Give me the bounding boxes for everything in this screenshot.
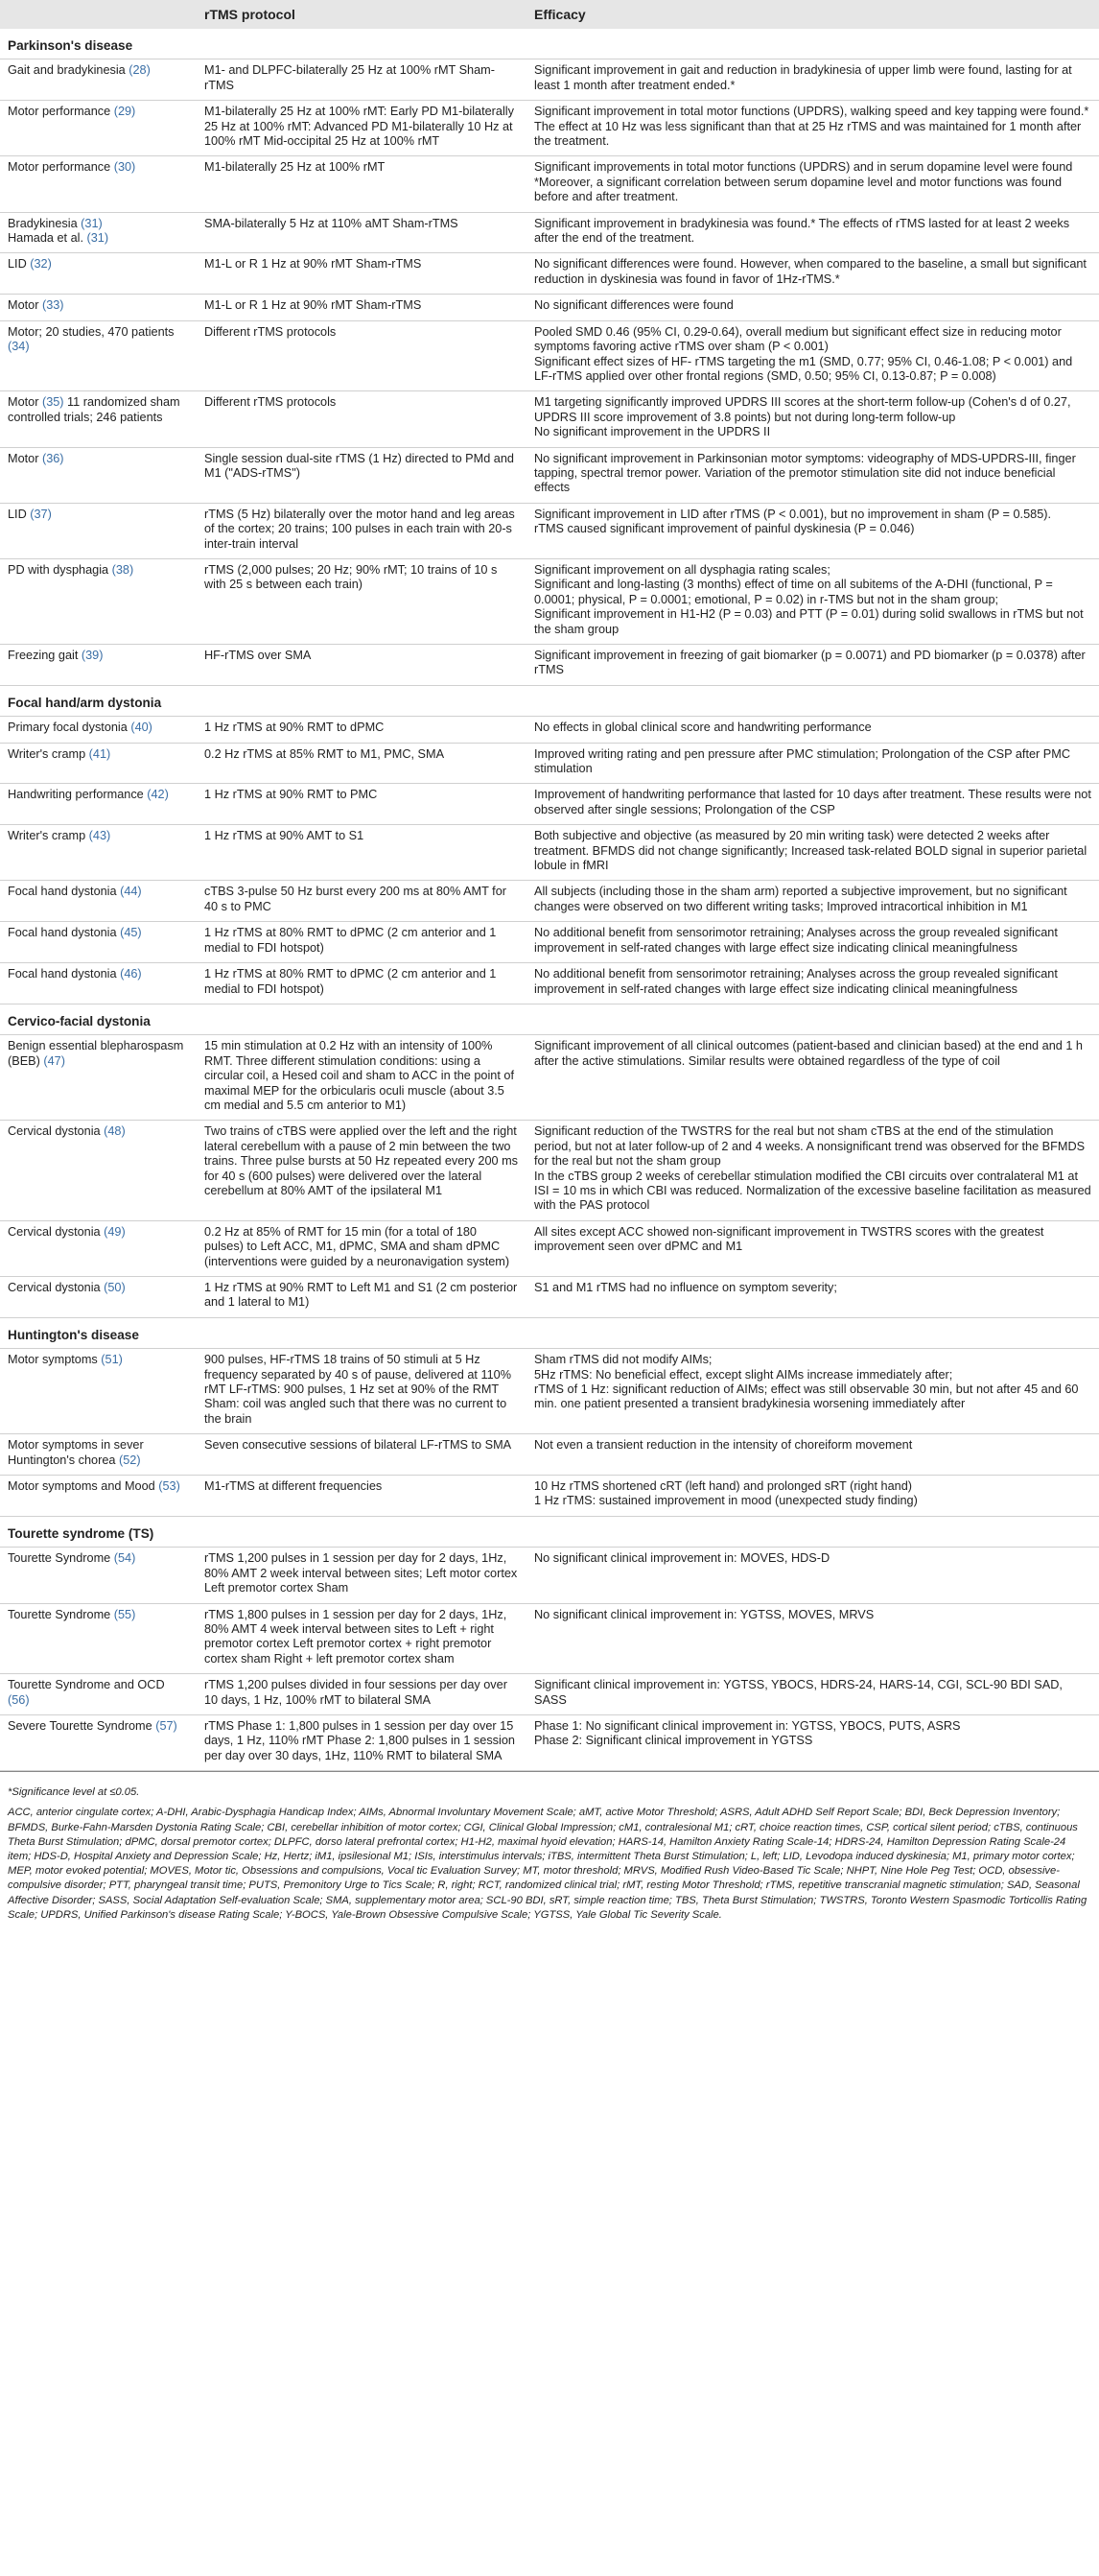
section-title: Cervico-facial dystonia (0, 1004, 1099, 1034)
protocol-cell: 1 Hz rTMS at 80% RMT to dPMC (2 cm anterior and 1 medial to FDI hotspot) (197, 922, 526, 963)
abbreviations-list: ACC, anterior cingulate cortex; A-DHI, Arabic-Dysphagia Handicap Index; AIMs, Abnormal Involuntary Movement Scale; aMT, active Motor Threshold; ASRS, Adult ADHD Self Report Scale; BDI, Beck Depression Inventory; BFMDS, Burke-Fahn-Marsden Dystonia Rating Scale; CBI, cerebellar inhibition of motor cortex; CGI, Clinical Global Impression; cM1, contralesional M1; cRT, choice reaction times, CSP, cortical silent period; cTBS, continuous Theta Burst Stimulation; dPMC, dorsal premotor cortex; DLPFC, dorso lateral prefrontal cortex; H1-H2, maximal hyoid elevation; HARS-14, Hamilton Anxiety Rating Scale-14; HDRS-24, Hamilton Depression Rating Scale-24 item; HDS-D, Hospital Anxiety and Depression Scale; Hz, Hertz; iM1, ipsilesional M1; ISIs, interstimulus intervals; iTBS, intermittent Theta Burst Stimulation; L, left; LID, Levodopa induced dyskinesia; M1, primary motor cortex; MEP, motor evoked potential; MOVES, Motor tic, Obsessions and compulsions, Vocal tic Evaluation Survey; MT, motor threshold; MRVS, Modified Rush Video-Based Tic Scale; NHPT, Nine Hole Peg Test; OCD, obsessive-compulsive disorder; PTT, pharyngeal transit time; PUTS, Premonitory Urge to Tics Scale; R, right; RCT, randomized clinical trial; rMT, resting Motor Threshold; rTMS, repetitive transcranial magnetic stimulation; SAD, Seasonal Affective Disorder; SASS, Social Adaptation Self-evaluation Scale; SMA, supplementary motor area; SCL-90 BDI, sRT, simple reaction time; TBS, Theta Burst Stimulation; TWSTRS, Toronto Western Spasmodic Torticollis Rating Scale; UPDRS, Unified Parkinson's disease Rating Scale; Y-BOCS, Yale-Brown Obsessive Compulsive Scale; YGTSS, Yale Global Tic Severity Scale. (8, 1807, 1087, 1921)
condition-cell (0, 1121, 197, 1220)
table-row (0, 645, 1099, 686)
condition-cell (0, 59, 197, 101)
header-efficacy: Efficacy (526, 0, 1099, 29)
reference-link[interactable]: (35) (41, 395, 64, 410)
table-row (0, 1548, 1099, 1603)
protocol-cell: HF-rTMS over SMA (197, 645, 526, 686)
efficacy-cell: No significant differences were found. However, when compared to the baseline, a small but significant reduction in dyskinesia was found in favor of 1Hz-rTMS.* (526, 253, 1099, 295)
reference-link[interactable]: (39) (81, 649, 104, 662)
reference-link[interactable]: (30) (113, 160, 136, 175)
reference-link[interactable]: (40) (130, 721, 152, 735)
condition-text: Freezing gait (8, 649, 79, 662)
protocol-cell: Seven consecutive sessions of bilateral LF-rTMS to SMA (197, 1434, 526, 1476)
condition-text: LID (8, 507, 27, 521)
condition-cell (0, 1603, 197, 1674)
condition-cell (0, 391, 197, 447)
table-row (0, 1476, 1099, 1517)
efficacy-cell: Improved writing rating and pen pressure after PMC stimulation; Prolongation of the CSP after PMC stimulation (526, 743, 1099, 784)
section-title: Tourette syndrome (TS) (0, 1516, 1099, 1547)
section-header-row (0, 29, 1099, 59)
protocol-cell: M1-L or R 1 Hz at 90% rMT Sham-rTMS (197, 253, 526, 295)
protocol-cell: Different rTMS protocols (197, 391, 526, 447)
condition-text: Focal hand dystonia (8, 967, 117, 981)
condition-cell (0, 503, 197, 558)
table-row (0, 825, 1099, 881)
protocol-cell: rTMS (2,000 pulses; 20 Hz; 90% rMT; 10 trains of 10 s with 25 s between each train) (197, 558, 526, 644)
condition-text: LID (8, 257, 27, 272)
reference-link[interactable]: (31) (86, 231, 109, 246)
section-header-row (0, 1516, 1099, 1547)
condition-cell (0, 253, 197, 295)
section-header-row (0, 1317, 1099, 1348)
reference-link[interactable]: (43) (88, 829, 111, 843)
table-row (0, 391, 1099, 447)
condition-cell (0, 825, 197, 881)
table-row (0, 1121, 1099, 1220)
condition-text: Tourette Syndrome (8, 1551, 111, 1566)
table-header-row (0, 0, 1099, 29)
efficacy-cell: Pooled SMD 0.46 (95% CI, 0.29-0.64), overall medium but significant effect size in reducing motor symptoms favoring active rTMS over sham (P < 0.001) Significant effect sizes of HF- rTMS targeting the m1 (SMD, 0.77; 95% CI, 0.46-1.08; P < 0.001) and LF-rTMS applied over other frontal regions (SMD, 0.50; 95% CI, 0.13-0.87; P = 0.008) (526, 320, 1099, 391)
condition-text: Motor symptoms in sever Huntington's chorea (8, 1438, 144, 1467)
condition-text: Motor symptoms (8, 1353, 98, 1367)
efficacy-cell: Significant improvement in total motor functions (UPDRS), walking speed and key tapping were found.* The effect at 10 Hz was less significant than that at 25 Hz rTMS and was maintained for 1 month after the treatment. (526, 101, 1099, 156)
reference-link[interactable]: (50) (104, 1281, 126, 1294)
reference-link[interactable]: (45) (120, 926, 142, 940)
condition-text: Severe Tourette Syndrome (8, 1718, 152, 1733)
condition-text: Motor; 20 studies, 470 patients (8, 324, 175, 339)
efficacy-cell: No significant differences were found (526, 295, 1099, 320)
protocol-cell: M1-L or R 1 Hz at 90% rMT Sham-rTMS (197, 295, 526, 320)
efficacy-cell: Significant improvement in gait and reduction in bradykinesia of upper limb were found, lasting for at least 1 month after treatment ended.* (526, 59, 1099, 101)
section-title: Parkinson's disease (0, 29, 1099, 59)
significance-footnote: *Significance level at ≤0.05. (8, 1786, 140, 1799)
table-row (0, 1349, 1099, 1434)
reference-link[interactable]: (34) (8, 340, 30, 354)
condition-cell (0, 1220, 197, 1276)
reference-link[interactable]: (42) (147, 788, 169, 802)
protocol-cell: rTMS 1,200 pulses divided in four sessions per day over 10 days, 1 Hz, 100% rMT to bilateral SMA (197, 1674, 526, 1715)
condition-cell (0, 101, 197, 156)
protocol-cell: rTMS (5 Hz) bilaterally over the motor hand and leg areas of the cortex; 20 trains; 100 pulses in each train with 20-s inter-train interval (197, 503, 526, 558)
condition-text: Motor performance (8, 160, 111, 175)
efficacy-cell: Not even a transient reduction in the intensity of choreiform movement (526, 1434, 1099, 1476)
condition-text: Tourette Syndrome (8, 1607, 111, 1621)
reference-link[interactable]: (29) (113, 105, 136, 119)
condition-cell (0, 645, 197, 686)
reference-link[interactable]: (36) (41, 451, 64, 465)
condition-cell (0, 1434, 197, 1476)
reference-link[interactable]: (57) (155, 1718, 177, 1733)
condition-text: Motor symptoms and Mood (8, 1479, 155, 1494)
protocol-cell: 1 Hz rTMS at 90% RMT to Left M1 and S1 (2 cm posterior and 1 lateral to M1) (197, 1277, 526, 1318)
condition-cell (0, 558, 197, 644)
table-row (0, 503, 1099, 558)
table-row (0, 253, 1099, 295)
table-row (0, 1035, 1099, 1121)
protocol-cell: Two trains of cTBS were applied over the left and the right lateral cerebellum with a pause of 2 min between the two trains. Three pulse bursts at 50 Hz repeated every 200 ms for 40 s (600 pulses) were delivered over the lateral cerebellum at 80% AMT of the ipsilateral M1 (197, 1121, 526, 1220)
protocol-cell: rTMS 1,800 pulses in 1 session per day for 2 days, 1Hz, 80% AMT 4 week interval between sites to Left + right premotor cortex Left premotor cortex + right premotor cortex sham Right + left premotor cortex sham (197, 1603, 526, 1674)
condition-text: Primary focal dystonia (8, 721, 128, 735)
condition-cell (0, 1714, 197, 1770)
protocol-cell: SMA-bilaterally 5 Hz at 110% aMT Sham-rTMS (197, 212, 526, 253)
condition-cell (0, 743, 197, 784)
table-row (0, 743, 1099, 784)
condition-text: Tourette Syndrome and OCD (8, 1678, 165, 1692)
table-row (0, 295, 1099, 320)
efficacy-cell: Significant reduction of the TWSTRS for the real but not sham cTBS at the end of the stimulation period, but not at later follow-up of 2 and 4 weeks. A nonsignificant trend was observed for the BFMDS for the real but not the sham group In the cTBS group 2 weeks of cerebellar stimulation modified the CBI circuits over contralateral M1 at ISI = 10 ms in which CBI was reduced. Normalization of the excessive baseline facilitation as measured with the PAS protocol (526, 1121, 1099, 1220)
table-row (0, 1714, 1099, 1770)
table-row (0, 1603, 1099, 1674)
efficacy-cell: S1 and M1 rTMS had no influence on symptom severity; (526, 1277, 1099, 1318)
condition-text: Motor (8, 298, 39, 313)
condition-cell (0, 1035, 197, 1121)
protocol-cell: M1- and DLPFC-bilaterally 25 Hz at 100% rMT Sham-rTMS (197, 59, 526, 101)
condition-cell (0, 447, 197, 503)
protocol-cell: M1-rTMS at different frequencies (197, 1476, 526, 1517)
section-header-row (0, 685, 1099, 716)
reference-link[interactable]: (48) (104, 1124, 126, 1139)
efficacy-cell: Significant improvement in freezing of gait biomarker (p = 0.0071) and PD biomarker (p = 0.0378) after rTMS (526, 645, 1099, 686)
reference-link[interactable]: (55) (113, 1607, 136, 1621)
table-row (0, 101, 1099, 156)
condition-text: Cervical dystonia (8, 1281, 101, 1294)
condition-text: Hamada et al. (8, 231, 83, 246)
table-row (0, 320, 1099, 391)
table-row (0, 717, 1099, 743)
protocol-cell: M1-bilaterally 25 Hz at 100% rMT (197, 156, 526, 212)
efficacy-cell: Significant improvement on all dysphagia rating scales; Significant and long-lasting (3 months) effect of time on all subitems of the A-DHI (functional, P = 0.0001; physical, P = 0.0001; emotional, P = 0.02) in r-TMS but not in the sham group; Significant improvement in H1-H2 (P = 0.03) and PTT (P = 0.01) during solid swallows in rTMS but not the sham group (526, 558, 1099, 644)
efficacy-cell: Significant improvements in total motor functions (UPDRS) and in serum dopamine level were found *Moreover, a significant correlation between serum dopamine level and motor functions was found before and after treatment. (526, 156, 1099, 212)
condition-text: Motor performance (8, 105, 111, 119)
condition-text: Bradykinesia (8, 216, 78, 230)
efficacy-cell: Phase 1: No significant clinical improvement in: YGTSS, YBOCS, PUTS, ASRS Phase 2: Significant clinical improvement in YGTSS (526, 1714, 1099, 1770)
condition-text: Writer's cramp (8, 746, 86, 761)
condition-tail: 11 randomized sham controlled trials; 246 patients (8, 395, 180, 424)
efficacy-cell: Improvement of handwriting performance that lasted for 10 days after treatment. These results were not observed after single sessions; Prolongation of the CSP (526, 784, 1099, 825)
table-row (0, 1674, 1099, 1715)
table-footer (0, 1772, 1099, 1928)
reference-link[interactable]: (47) (43, 1053, 65, 1068)
condition-text: Focal hand dystonia (8, 926, 117, 940)
efficacy-cell: Significant improvement of all clinical outcomes (patient-based and clinician based) at the end and 1 h after the active stimulations. Similar results were obtained regardless of the type of coil (526, 1035, 1099, 1121)
efficacy-cell: Sham rTMS did not modify AIMs; 5Hz rTMS: No beneficial effect, except slight AIMs increase immediately after; rTMS of 1 Hz: significant reduction of AIMs; effect was still observable 30 min, but not after 45 and 60 min. one patient presented a transient bradykinesia worsening immediately after (526, 1349, 1099, 1434)
efficacy-cell: No significant clinical improvement in: MOVES, HDS-D (526, 1548, 1099, 1603)
reference-link[interactable]: (51) (101, 1353, 123, 1367)
reference-link[interactable]: (49) (104, 1224, 126, 1239)
protocol-cell: rTMS Phase 1: 1,800 pulses in 1 session per day over 15 days, 1 Hz, 110% rMT Phase 2: 1,800 pulses in 1 session per day over 30 days, 1Hz, 110% RMT to bilateral SMA (197, 1714, 526, 1770)
condition-text: Writer's cramp (8, 829, 86, 843)
efficacy-cell: All sites except ACC showed non-significant improvement in TWSTRS scores with the greatest improvement seen over dPMC and M1 (526, 1220, 1099, 1276)
efficacy-cell: All subjects (including those in the sham arm) reported a subjective improvement, but no significant changes were observed on two different writing tasks; Improved intracortical inhibition in M1 (526, 881, 1099, 922)
efficacy-cell: Significant improvement in bradykinesia was found.* The effects of rTMS lasted for at least 2 weeks after the end of the treatment. (526, 212, 1099, 253)
condition-cell (0, 922, 197, 963)
reference-link[interactable]: (33) (41, 298, 64, 313)
efficacy-cell: No effects in global clinical score and handwriting performance (526, 717, 1099, 743)
efficacy-cell: Both subjective and objective (as measured by 20 min writing task) were detected 2 weeks after treatment. BFMDS did not change significantly; Increased task-related BOLD signal in superior parietal lobule in fMRI (526, 825, 1099, 881)
protocol-cell: Different rTMS protocols (197, 320, 526, 391)
table-row (0, 963, 1099, 1004)
protocol-cell: 0.2 Hz rTMS at 85% RMT to M1, PMC, SMA (197, 743, 526, 784)
condition-cell (0, 1476, 197, 1517)
protocol-cell: 1 Hz rTMS at 90% RMT to PMC (197, 784, 526, 825)
protocol-cell: 15 min stimulation at 0.2 Hz with an intensity of 100% RMT. Three different stimulation conditions: using a circular coil, a Hesed coil and sham to ACC in the point of maximal MEP for the orbicularis oculi muscle (about 3.5 cm medial and 5.5 cm anterior to M1) (197, 1035, 526, 1121)
condition-cell (0, 1548, 197, 1603)
condition-text: Motor (8, 395, 39, 410)
protocol-cell: M1-bilaterally 25 Hz at 100% rMT: Early PD M1-bilaterally 25 Hz at 100% rMT: Advanced PD M1-bilaterally 10 Hz at 100% rMT Mid-occipital 25 Hz at 100% rMT (197, 101, 526, 156)
condition-text: Cervical dystonia (8, 1224, 101, 1239)
condition-text: Motor (8, 451, 39, 465)
condition-cell (0, 295, 197, 320)
reference-link[interactable]: (32) (30, 257, 52, 272)
protocol-cell: cTBS 3-pulse 50 Hz burst every 200 ms at 80% AMT for 40 s to PMC (197, 881, 526, 922)
efficacy-cell: Significant improvement in LID after rTMS (P < 0.001), but no improvement in sham (P = 0.585). rTMS caused significant improvement of painful dyskinesia (P = 0.046) (526, 503, 1099, 558)
efficacy-cell: No additional benefit from sensorimotor retraining; Analyses across the group revealed significant improvement in self-rated changes with large effect size indicating clinical meaningfulness (526, 963, 1099, 1004)
condition-text: Focal hand dystonia (8, 885, 117, 899)
protocol-cell: 1 Hz rTMS at 90% RMT to dPMC (197, 717, 526, 743)
reference-link[interactable]: (56) (8, 1692, 30, 1707)
condition-text: PD with dysphagia (8, 562, 109, 577)
condition-cell (0, 963, 197, 1004)
reference-link[interactable]: (54) (113, 1551, 136, 1566)
efficacy-cell: 10 Hz rTMS shortened cRT (left hand) and prolonged sRT (right hand) 1 Hz rTMS: sustained improvement in mood (unexpected study finding) (526, 1476, 1099, 1517)
condition-cell (0, 320, 197, 391)
table-row (0, 59, 1099, 101)
table-row (0, 1220, 1099, 1276)
section-title: Focal hand/arm dystonia (0, 685, 1099, 716)
condition-text: Benign essential blepharospasm (BEB) (8, 1039, 184, 1068)
protocol-cell: rTMS 1,200 pulses in 1 session per day for 2 days, 1Hz, 80% AMT 2 week interval between sites; Left motor cortex Left premotor cortex Sham (197, 1548, 526, 1603)
protocol-cell: 900 pulses, HF-rTMS 18 trains of 50 stimuli at 5 Hz frequency separated by 40 s of pause, delivered at 110% rMT LF-rTMS: 900 pulses, 1 Hz set at 90% of the RMT Sham: coil was angled such that there was no current to the brain (197, 1349, 526, 1434)
condition-text: Cervical dystonia (8, 1124, 101, 1139)
reference-link[interactable]: (38) (111, 562, 134, 577)
efficacy-cell: Significant clinical improvement in: YGTSS, YBOCS, HDRS-24, HARS-14, CGI, SCL-90 BDI SAD, SASS (526, 1674, 1099, 1715)
reference-link[interactable]: (41) (88, 746, 111, 761)
reference-link[interactable]: (53) (158, 1479, 180, 1494)
section-title: Huntington's disease (0, 1317, 1099, 1348)
protocol-cell: 1 Hz rTMS at 80% RMT to dPMC (2 cm anterior and 1 medial to FDI hotspot) (197, 963, 526, 1004)
efficacy-cell: No additional benefit from sensorimotor retraining; Analyses across the group revealed significant improvement in self-rated changes with large effect size indicating clinical meaningfulness (526, 922, 1099, 963)
table-row (0, 212, 1099, 253)
efficacy-cell: No significant improvement in Parkinsonian motor symptoms: videography of MDS-UPDRS-III, finger tapping, spectral tremor power. Variation of the premotor stimulation site did not induce beneficial effects (526, 447, 1099, 503)
condition-cell (0, 1674, 197, 1715)
protocol-cell: Single session dual-site rTMS (1 Hz) directed to PMd and M1 ("ADS-rTMS") (197, 447, 526, 503)
reference-link[interactable]: (52) (118, 1453, 141, 1467)
table-row (0, 558, 1099, 644)
table-row (0, 156, 1099, 212)
table-row (0, 784, 1099, 825)
condition-text: Handwriting performance (8, 788, 144, 802)
table-row (0, 922, 1099, 963)
table-row (0, 447, 1099, 503)
condition-cell (0, 717, 197, 743)
reference-link[interactable]: (31) (81, 216, 103, 230)
protocol-cell: 0.2 Hz at 85% of RMT for 15 min (for a total of 180 pulses) to Left ACC, M1, dPMC, SMA and sham dPMC (interventions were guided by a neuronavigation system) (197, 1220, 526, 1276)
condition-cell (0, 881, 197, 922)
condition-text: Gait and bradykinesia (8, 63, 126, 78)
protocol-cell: 1 Hz rTMS at 90% AMT to S1 (197, 825, 526, 881)
condition-cell (0, 784, 197, 825)
condition-cell (0, 1349, 197, 1434)
reference-link[interactable]: (46) (120, 967, 142, 981)
header-protocol: rTMS protocol (197, 0, 526, 29)
header-condition (0, 0, 197, 29)
condition-cell (0, 212, 197, 253)
table-row (0, 1277, 1099, 1318)
efficacy-cell: M1 targeting significantly improved UPDRS III scores at the short-term follow-up (Cohen's d of 0.27, UPDRS III score improvement of 3.8 points) but not during long-term follow-up No significant improvement in the UPDRS II (526, 391, 1099, 447)
efficacy-cell: No significant clinical improvement in: YGTSS, MOVES, MRVS (526, 1603, 1099, 1674)
condition-cell (0, 1277, 197, 1318)
reference-link[interactable]: (44) (120, 885, 142, 899)
reference-link[interactable]: (37) (30, 507, 52, 521)
table-row (0, 881, 1099, 922)
condition-cell (0, 156, 197, 212)
reference-link[interactable]: (28) (129, 63, 151, 78)
table-row (0, 1434, 1099, 1476)
section-header-row (0, 1004, 1099, 1034)
